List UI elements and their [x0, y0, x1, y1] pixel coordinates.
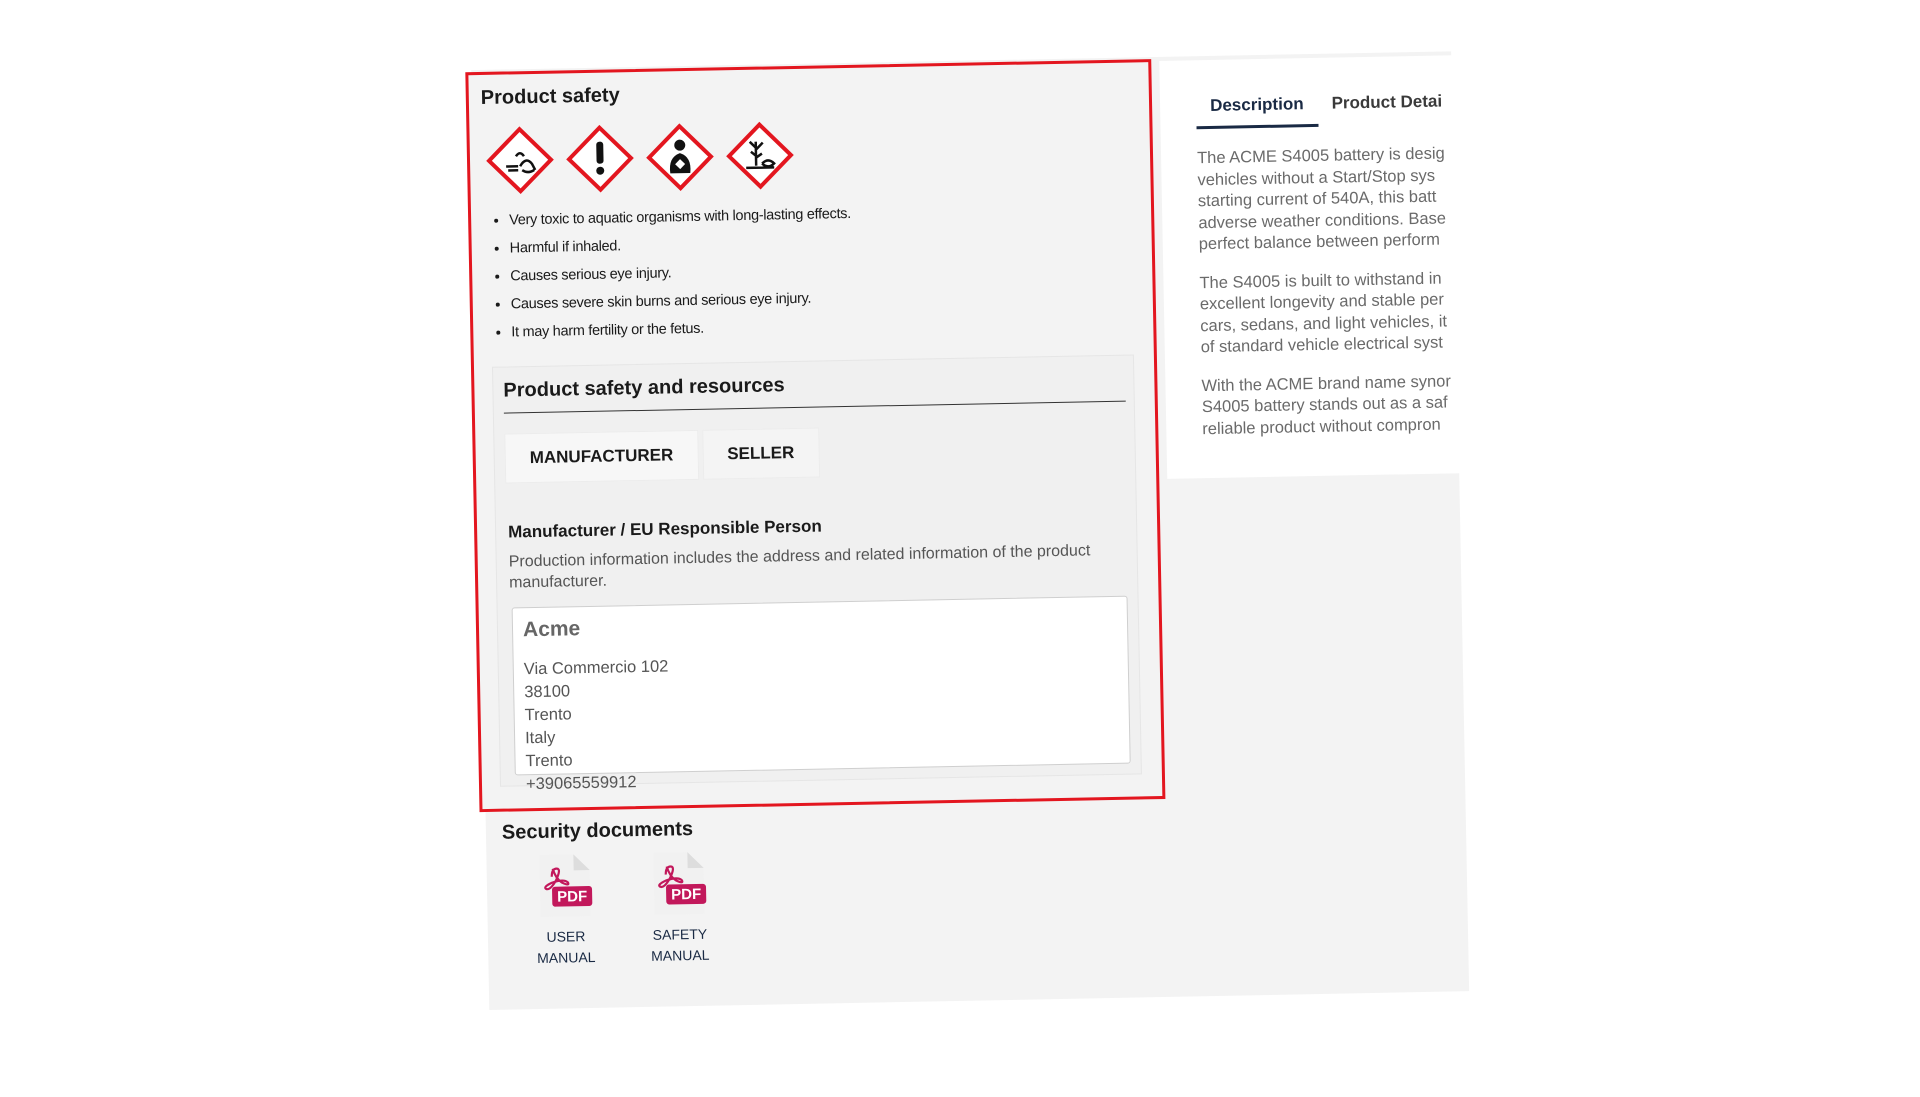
tab-seller[interactable]: SELLER	[702, 428, 820, 480]
exclamation-mark-icon	[565, 124, 634, 193]
security-documents-title: Security documents	[501, 818, 694, 844]
address-country: Italy	[524, 728, 556, 748]
hazard-statement: • Very toxic to aquatic organisms with long-lasting effects.	[509, 206, 851, 229]
desc-line: reliable product without compron	[1202, 415, 1441, 438]
desc-line: cars, sedans, and light vehicles, it	[1200, 311, 1448, 335]
tab-description[interactable]: Description	[1196, 88, 1318, 129]
document-label-line: SAFETY	[652, 925, 708, 943]
manufacturer-name: Acme	[522, 617, 581, 642]
hazard-statement: • Causes serious eye injury.	[510, 262, 852, 285]
address-phone: +39065559912	[525, 773, 637, 794]
safety-resources-panel	[492, 354, 1142, 794]
safety-manual-link[interactable]	[636, 850, 722, 968]
desc-line: The ACME S4005 battery is desig	[1196, 144, 1445, 168]
desc-line: With the ACME brand name synor	[1201, 371, 1452, 395]
description-paragraph	[1201, 369, 1467, 440]
address-region: Trento	[525, 751, 573, 771]
document-label	[524, 926, 609, 970]
description-text	[1197, 141, 1467, 457]
desc-line: vehicles without a Start/Stop sys	[1197, 166, 1436, 189]
product-safety-section	[465, 59, 1165, 812]
document-label-line: MANUAL	[537, 948, 596, 967]
tab-manufacturer[interactable]: MANUFACTURER	[504, 430, 698, 484]
hazard-statements	[479, 206, 853, 353]
address-street: Via Commercio 102	[523, 657, 669, 679]
hazard-statement: • Harmful if inhaled.	[510, 234, 852, 257]
health-hazard-icon	[645, 123, 714, 192]
desc-line: excellent longevity and stable per	[1199, 290, 1445, 314]
address-city: Trento	[524, 705, 572, 725]
desc-line: adverse weather conditions. Base	[1198, 208, 1447, 232]
desc-line: starting current of 540A, this batt	[1197, 187, 1437, 211]
document-label	[638, 923, 723, 967]
user-manual-link[interactable]	[522, 852, 608, 970]
pdf-file-icon	[533, 852, 596, 919]
aquatic-toxicity-icon	[725, 121, 794, 190]
product-safety-title: Product safety	[480, 84, 620, 109]
manufacturer-address-card	[512, 596, 1131, 794]
description-panel	[1159, 55, 1467, 479]
desc-line: The S4005 is built to withstand in	[1199, 269, 1442, 292]
hazard-statement: • It may harm fertility or the fetus.	[511, 318, 853, 341]
desc-line: of standard vehicle electrical syst	[1200, 333, 1443, 357]
description-tabs	[1196, 85, 1457, 129]
hazard-statement: • Causes severe skin burns and serious eye injury.	[511, 290, 853, 313]
tab-product-details[interactable]: Product Detai	[1331, 91, 1443, 113]
hazard-pictograms	[485, 121, 794, 195]
manufacturer-subtitle: Production information includes the address and related information of the product manufacturer.	[508, 542, 1091, 592]
pdf-badge: PDF	[670, 885, 702, 904]
resources-title: Product safety and resources	[503, 368, 1126, 414]
description-paragraph	[1199, 266, 1467, 359]
document-label-line: MANUAL	[650, 946, 710, 964]
desc-line: S4005 battery stands out as a saf	[1201, 393, 1448, 417]
pdf-file-icon	[647, 850, 710, 917]
manufacturer-heading: Manufacturer / EU Responsible Person	[507, 516, 822, 542]
address-postcode: 38100	[524, 682, 571, 702]
manufacturer-address	[524, 655, 671, 796]
pdf-badge: PDF	[557, 888, 588, 906]
security-documents-list	[522, 850, 722, 970]
document-label-line: USER	[546, 928, 586, 945]
description-paragraph	[1197, 141, 1467, 255]
desc-line: perfect balance between perform	[1198, 230, 1441, 254]
environment-hazard-icon	[485, 126, 554, 195]
resources-tabs	[504, 428, 820, 484]
